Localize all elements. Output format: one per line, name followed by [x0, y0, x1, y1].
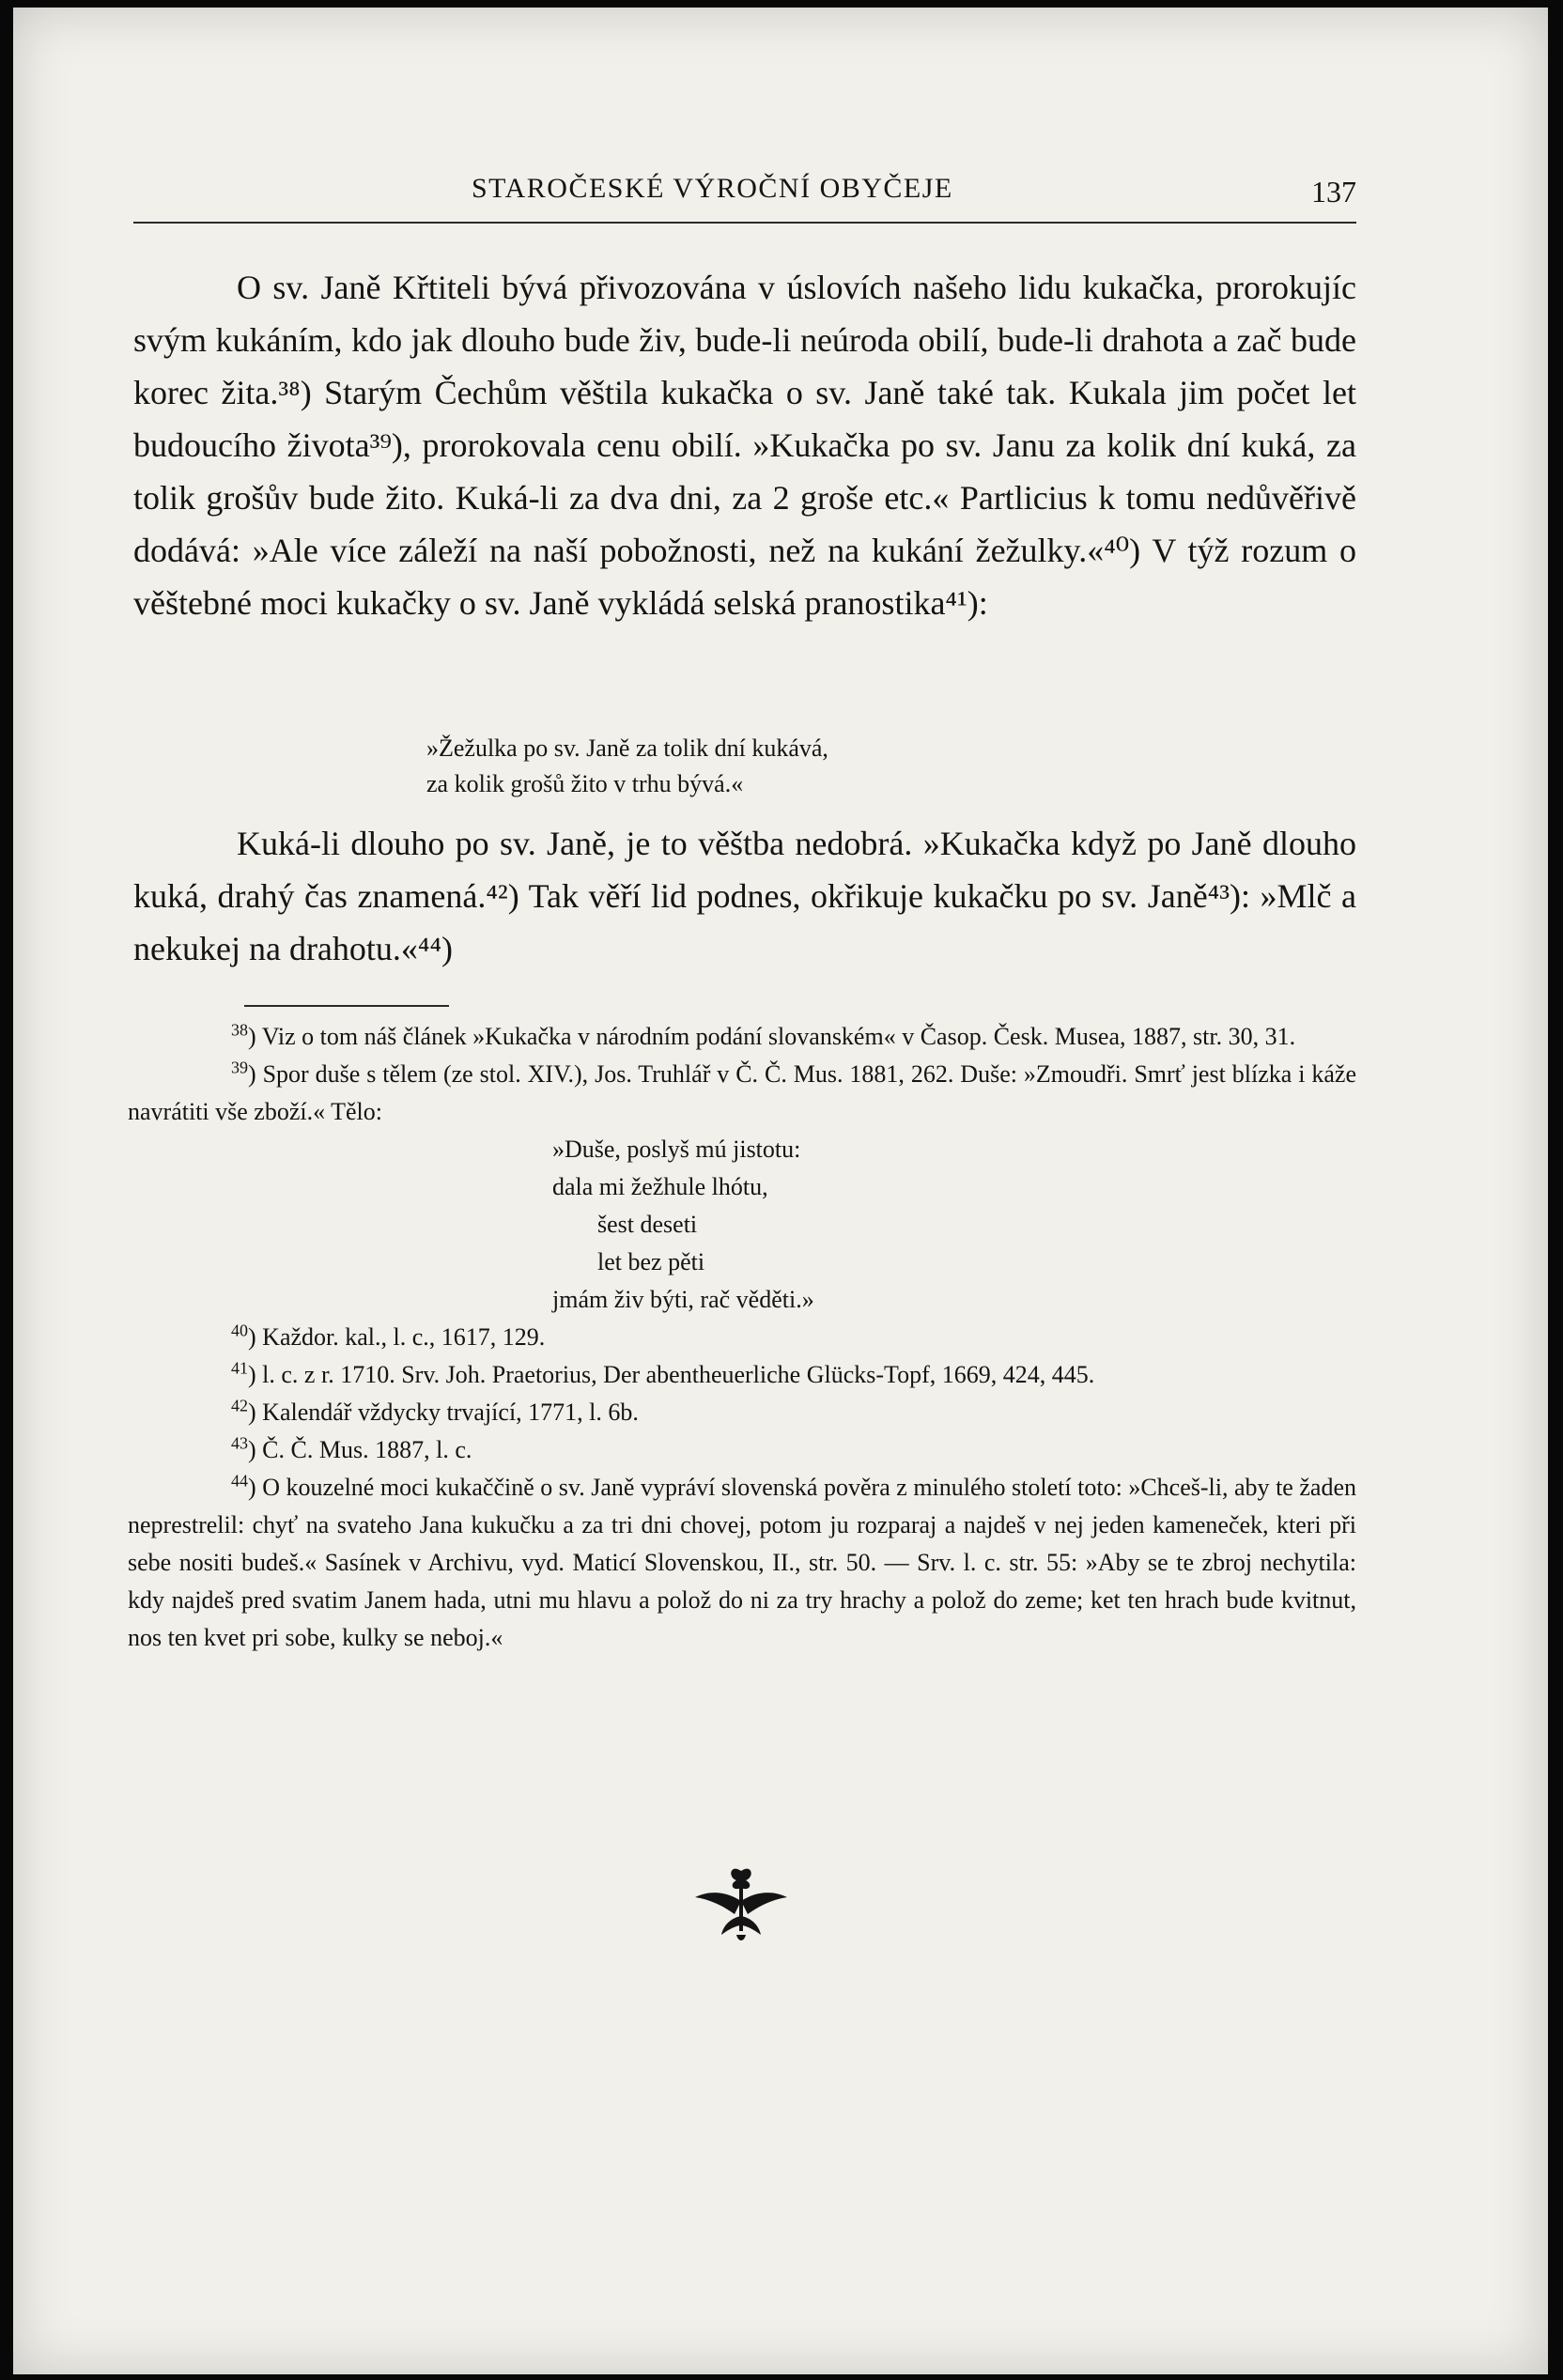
footnote-text: Č. Č. Mus. 1887, l. c.	[262, 1436, 472, 1463]
footnote-40: $^{40}$) Každor. kal., l. c., 1617, 129.	[231, 1321, 546, 1351]
footnote-rule	[244, 1005, 449, 1007]
verse-quote	[426, 731, 828, 802]
footnote-verse-line: let bez pěti	[597, 1248, 705, 1275]
footnote-44: $^{44}$) O kouzelné moci kukaččině o sv. Janě vypráví slovenská pověra z minulého století toto: »Chceš-li, aby te žaden neprestrelil: chyť na svateho Jana kukučku a za tri dni chovej, potom ju rozparaj a najdeš v nej jeden kameneček, kteri při sebe nositi budeš.« Sasínek v Archivu, vyd. Maticí Slovenskou, II., str. 50. — Srv. l. c. str. 55: »Aby se te zbroj nechytila: kdy najdeš pred svatim Janem hada, utni mu hlavu a polož do ni za try hrachy a polož do zeme; ket ten hrach bude kvitnut, nos ten kvet pri sobe, kulky se neboj.«	[128, 1471, 1356, 1651]
footnote-verse-line: jmám živ býti, rač věděti.»	[552, 1286, 814, 1313]
footnote-43: $^{43}$) Č. Č. Mus. 1887, l. c.	[231, 1433, 472, 1463]
footnote-text: Spor duše s tělem (ze stol. XIV.), Jos. Truhlář v Č. Č. Mus. 1881, 262. Duše: »Zmoudři. Smrť jest blízka i káže navrátiti vše zboží.« Tělo:	[128, 1060, 1356, 1125]
main-text-top	[133, 261, 1356, 629]
footnote-mark: 40	[231, 1321, 248, 1340]
floral-ornament-icon	[689, 1863, 793, 1948]
footnote-42: $^{42}$) Kalendář vždycky trvající, 1771, l. 6b.	[231, 1396, 639, 1426]
footnote-text: Kalendář vždycky trvající, 1771, l. 6b.	[262, 1399, 639, 1426]
verse-line: »Žežulka po sv. Janě za tolik dní kukává,	[426, 734, 828, 762]
book-page	[13, 8, 1548, 2374]
page-number: 137	[1311, 175, 1356, 209]
footnote-verse-line: šest deseti	[597, 1211, 698, 1238]
footnote-text: Viz o tom náš článek »Kukačka v národním podání slovanském« v Časop. Česk. Musea, 1887, str. 30, 31.	[261, 1023, 1296, 1050]
footnote-verse-line: »Duše, poslyš mú jistotu:	[552, 1136, 801, 1163]
footnote-mark: 42	[231, 1396, 248, 1415]
running-title: STAROČESKÉ VÝROČNÍ OBYČEJE	[472, 173, 953, 204]
footnote-mark: 41	[231, 1358, 248, 1378]
footnote-verse-line: dala mi žežhule lhótu,	[552, 1173, 768, 1200]
header-rule	[133, 222, 1356, 224]
footnote-mark: 39	[231, 1058, 248, 1077]
footnote-38: $^{38}$) Viz o tom náš článek »Kukačka v národním podání slovanském« v Časop. Česk. Musea, 1887, str. 30, 31.	[231, 1020, 1296, 1050]
verse-line: za kolik grošů žito v trhu bývá.«	[426, 770, 744, 797]
footnote-verse	[552, 1131, 1356, 1319]
footnote-mark: 43	[231, 1433, 248, 1453]
footnotes	[128, 1018, 1356, 1657]
footnote-text: l. c. z r. 1710. Srv. Joh. Praetorius, Der abentheuerliche Glücks-Topf, 1669, 424, 445.	[262, 1361, 1095, 1388]
main-text-bottom	[133, 817, 1356, 975]
footnote-text: O kouzelné moci kukaččině o sv. Janě vypráví slovenská pověra z minulého století toto: »Chceš-li, aby te žaden neprestrelil: chyť na svateho Jana kukučku a za tri dni chovej, potom ju rozparaj a najdeš v nej jeden kameneček, kteri při sebe nositi budeš.« Sasínek v Archivu, vyd. Maticí Slovenskou, II., str. 50. — Srv. l. c. str. 55: »Aby se te zbroj nechytila: kdy najdeš pred svatim Janem hada, utni mu hlavu a polož do ni za try hrachy a polož do zeme; ket ten hrach bude kvitnut, nos ten kvet pri sobe, kulky se neboj.«	[128, 1474, 1356, 1651]
footnote-text: Každor. kal., l. c., 1617, 129.	[262, 1323, 546, 1351]
paragraph-2: Kuká-li dlouho po sv. Janě, je to věštba nedobrá. »Kukačka když po Janě dlouho kuká, drahý čas znamená.⁴²) Tak věří lid podnes, okřikuje kukačku po sv. Janě⁴³): »Mlč a nekukej na drahotu.«⁴⁴)	[133, 825, 1356, 967]
footnote-39: $^{39}$) Spor duše s tělem (ze stol. XIV.), Jos. Truhlář v Č. Č. Mus. 1881, 262. Duše: »Zmoudři. Smrť jest blízka i káže navrátiti vše zboží.« Tělo:	[128, 1058, 1356, 1125]
footnote-41: $^{41}$) l. c. z r. 1710. Srv. Joh. Praetorius, Der abentheuerliche Glücks-Topf, 1669, 424, 445.	[231, 1358, 1095, 1388]
footnote-mark: 44	[231, 1471, 248, 1491]
running-head	[133, 173, 1356, 214]
paragraph-1: O sv. Janě Křtiteli bývá přivozována v úslovích našeho lidu kukačka, prorokujíc svým kukáním, kdo jak dlouho bude živ, bude-li neúroda obilí, bude-li drahota a zač bude korec žita.³⁸) Starým Čechům věštila kukačka o sv. Janě také tak. Kukala jim počet let budoucího života³⁹), prorokovala cenu obilí. »Kukačka po sv. Janu za kolik dní kuká, za tolik grošův bude žito. Kuká-li za dva dni, za 2 groše etc.« Partlicius k tomu nedůvěřivě dodává: »Ale více záleží na naší pobožnosti, než na kukání žežulky.«⁴⁰) V týž rozum o věštebné moci kukačky o sv. Janě vykládá selská pranostika⁴¹):	[133, 269, 1356, 622]
footnote-mark: 38	[231, 1020, 248, 1040]
